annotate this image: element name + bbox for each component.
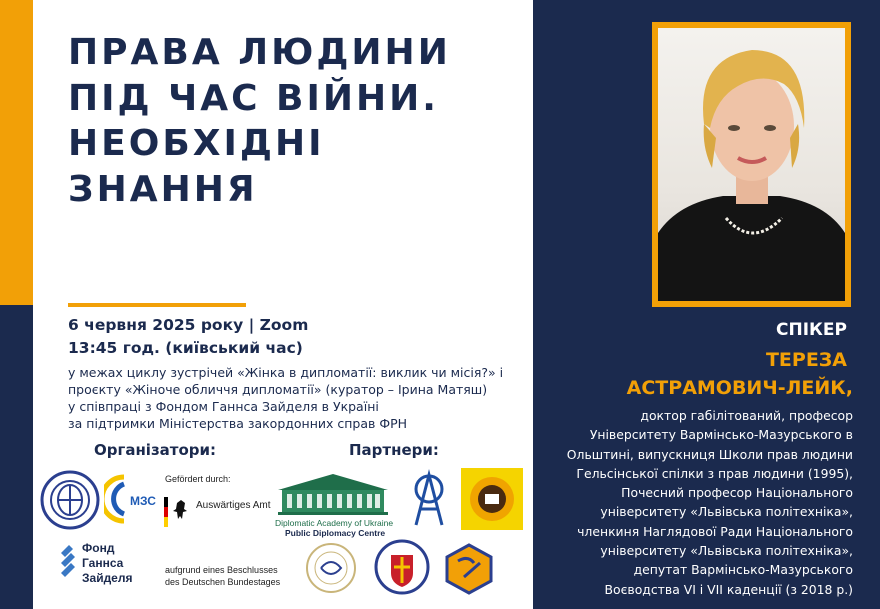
title-line: ПРАВА ЛЮДИНИ — [68, 32, 451, 73]
hss-logo-text-2: Ганнса — [82, 556, 124, 570]
bio-line: Університету Вармінсько-Мазурського в — [589, 427, 853, 443]
sunflower-logo — [461, 468, 523, 530]
description-line: за підтримки Міністерства закордонних справ ФРН — [68, 416, 408, 431]
bio-line: Гельсінської спілки з прав людини (1995), — [576, 465, 853, 481]
bio-line: Почесний професор Національного — [621, 485, 853, 501]
speaker-photo — [658, 28, 845, 301]
bundestag-text-2: des Deutschen Bundestages — [165, 577, 281, 587]
speaker-label: СПІКЕР — [776, 320, 847, 340]
gefoerdert-text: Gefördert durch: — [165, 474, 231, 484]
left-accent-orange — [0, 0, 33, 305]
title-divider — [68, 303, 246, 307]
bio-line: членкиня Наглядової Ради Національного — [577, 523, 853, 539]
academy-text-2: Public Diplomacy Centre — [285, 528, 386, 538]
event-description — [68, 364, 528, 432]
auswaertiges-amt-text: Auswärtiges Amt — [196, 500, 271, 511]
hss-logo-text-3: Зайделя — [82, 571, 133, 585]
polytechnic-emblem-logo — [408, 469, 450, 527]
bio-line: депутат Вармінсько-Мазурського — [633, 562, 853, 578]
hss-logo — [57, 543, 79, 581]
event-title — [68, 30, 518, 212]
partners-heading: Партнери: — [349, 441, 439, 459]
academy-text-1: Diplomatic Academy of Ukraine — [275, 518, 394, 528]
su-hexagon-logo — [444, 543, 494, 595]
organizers-heading: Організатори: — [94, 441, 217, 459]
speaker-name-first: ТЕРЕЗА — [765, 349, 847, 371]
mfa-logo-text: МЗС — [130, 494, 156, 508]
title-line: НЕОБХІДНІ — [68, 123, 325, 164]
description-line: у співпраці з Фондом Ганнса Зайделя в Україні — [68, 399, 379, 414]
mfa-logo — [104, 474, 156, 524]
event-date: 6 червня 2025 року | Zoom — [68, 316, 309, 334]
title-line: ПІД ЧАС ВІЙНИ. — [68, 77, 439, 119]
hss-logo-text-1: Фонд — [82, 541, 115, 555]
bio-line: Воєводства VI і VII каденції (з 2018 р.) — [604, 581, 853, 597]
diplomatic-academy-building-icon — [272, 468, 394, 516]
speaker-bio — [523, 406, 853, 599]
german-eagle-icon — [164, 497, 188, 527]
bio-line: доктор габілітований, професор — [640, 408, 853, 423]
diplomatic-award-seal-logo — [305, 542, 357, 594]
description-line: проєкту «Жіноче обличчя дипломатії» (куратор – Ірина Матяш) — [68, 382, 488, 397]
title-line: ЗНАННЯ — [68, 168, 258, 210]
left-accent-navy — [0, 305, 33, 609]
coat-of-arms-logo — [373, 539, 431, 595]
description-line: у межах циклу зустрічей «Жінка в дипломатії: виклик чи місія?» і — [68, 365, 504, 380]
event-time: 13:45 год. (київський час) — [68, 339, 303, 357]
bundestag-text-1: aufgrund eines Beschlusses — [165, 565, 278, 575]
bio-line: університету «Львівська політехніка», — [600, 504, 853, 520]
speaker-name-last: АСТРАМОВИЧ-ЛЕЙК, — [626, 377, 853, 399]
bio-line: Ольштині, випускниця Школи прав людини — [566, 446, 853, 462]
bio-line: університету «Львівська політехніка», — [600, 543, 853, 559]
university-seal-logo — [40, 470, 100, 530]
speaker-photo-frame — [652, 22, 851, 307]
